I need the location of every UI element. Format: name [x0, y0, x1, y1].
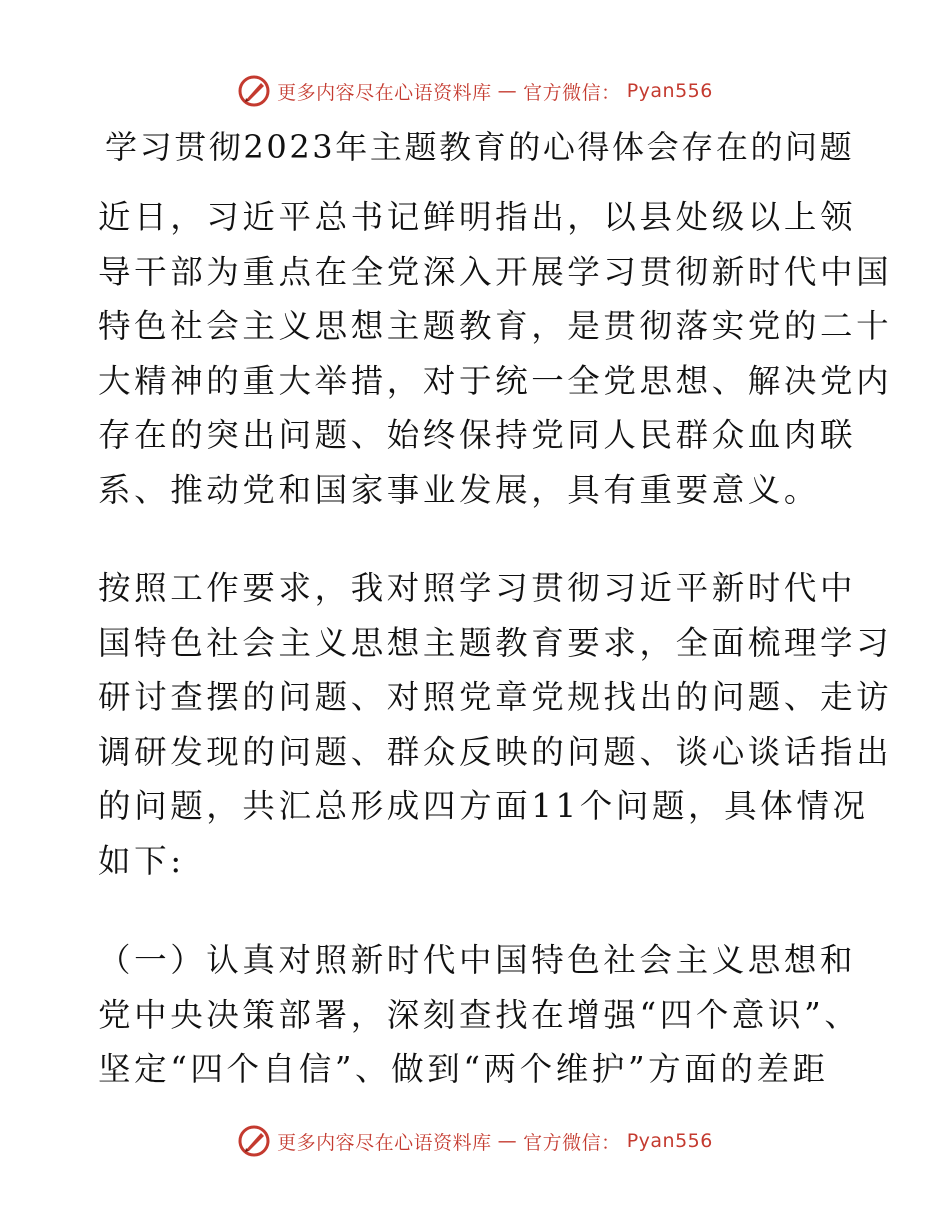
text-line: 如下:	[98, 841, 185, 880]
text-line: 特色社会主义思想主题教育，是贯彻落实党的二十	[98, 307, 893, 345]
quill-logo-icon	[237, 74, 271, 108]
paragraph-3	[98, 933, 861, 1097]
paragraph-1	[98, 190, 893, 517]
watermark-handle: Pyan556	[626, 1130, 713, 1152]
text-line: 党中央决策部署，深刻查找在增强“四个意识”、	[98, 995, 861, 1034]
text-line: 大精神的重大举措，对于统一全党思想、解决党内	[98, 361, 893, 400]
text-line: 坚定“四个自信”、做到“两个维护”方面的差距	[98, 1050, 829, 1088]
footer-watermark	[0, 1124, 950, 1158]
document-title: 学习贯彻2023年主题教育的心得体会存在的问题	[105, 128, 855, 166]
watermark-text: 更多内容尽在心语资料库	[277, 81, 492, 104]
text-line: 调研发现的问题、群众反映的问题、谈心谈话指出	[98, 732, 893, 771]
text-line: 的问题，共汇总形成四方面11个问题，具体情况	[98, 787, 869, 825]
text-line: 按照工作要求，我对照学习贯彻习近平新时代中	[98, 569, 857, 607]
text-line: 研讨查摆的问题、对照党章党规找出的问题、走访	[98, 678, 893, 716]
watermark-wechat-label: 官方微信：	[523, 81, 621, 104]
quill-logo-icon	[237, 1124, 271, 1158]
watermark-wechat-label: 官方微信：	[523, 1131, 621, 1154]
watermark-handle: Pyan556	[626, 80, 713, 102]
watermark-separator: —	[497, 80, 518, 102]
text-line: 国特色社会主义思想主题教育要求，全面梳理学习	[98, 623, 893, 662]
paragraph-2	[98, 561, 893, 888]
text-line: （一）认真对照新时代中国特色社会主义思想和	[98, 941, 857, 979]
watermark-text: 更多内容尽在心语资料库	[277, 1131, 492, 1154]
text-line: 近日，习近平总书记鲜明指出，以县处级以上领	[98, 198, 857, 236]
watermark-separator: —	[497, 1130, 518, 1152]
text-line: 导干部为重点在全党深入开展学习贯彻新时代中国	[98, 252, 893, 291]
header-watermark	[0, 74, 950, 108]
text-line: 系、推动党和国家事业发展，具有重要意义。	[98, 470, 821, 509]
text-line: 存在的突出问题、始终保持党同人民群众血肉联	[98, 416, 857, 454]
